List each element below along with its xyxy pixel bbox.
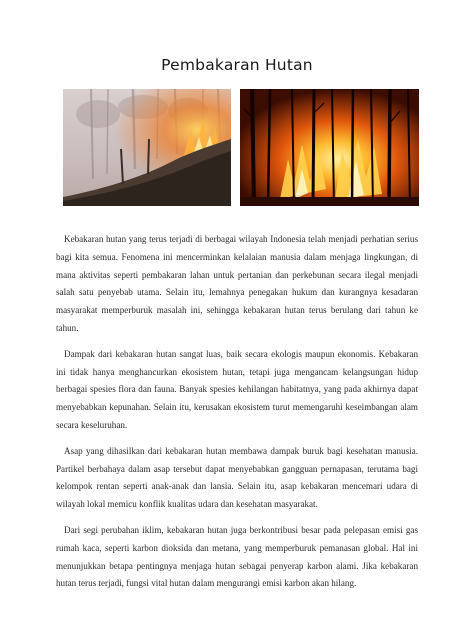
paragraph: Dampak dari kebakaran hutan sangat luas, baik secara ekologis maupun ekonomis. Kebakaran ini tidak hanya menghancurkan ekosistem hutan, tetapi juga mengancam kelangsungan hidup berbagai spesies flora dan fauna. Banyak spesies kehilangan habitatnya, yang pada akhirnya dapat menyebabkan kepunahan. Selain itu, kerusakan ekosistem turut memengaruhi keseimbangan alam secara keseluruhan. xyxy=(56,348,418,430)
smoky-forest-fire-photo xyxy=(63,89,231,206)
paragraph: Asap yang dihasilkan dari kebakaran hutan membawa dampak buruk bagi kesehatan manusia. Partikel berbahaya dalam asap tersebut dapat menyebabkan gangguan pernapasan, terutama bagi kelompok rentan seperti anak-anak dan lansia. Selain itu, asap kebakaran mencemari udara di wilayah lokal memicu konflik kualitas udara dan kesehatan masyarakat. xyxy=(56,445,418,510)
article-body xyxy=(56,231,418,601)
paragraph: Kebakaran hutan yang terus terjadi di berbagai wilayah Indonesia telah menjadi perhatian serius bagi kita semua. Fenomena ini mencerminkan kelalaian manusia dalam menjaga lingkungan, di mana aktivitas seperti pembakaran lahan untuk pertanian dan perkebunan secara ilegal menjadi salah satu penyebab utama. Selain itu, lemahnya penegakan hukum dan kurangnya kesadaran masyarakat memperburuk masalah ini, sehingga kebakaran hutan terus berulang dari tahun ke tahun. xyxy=(56,234,418,333)
night-forest-fire-photo xyxy=(240,89,419,206)
paragraph: Dari segi perubahan iklim, kebakaran hutan juga berkontribusi besar pada pelepasan emisi gas rumah kaca, seperti karbon dioksida dan metana, yang memperburuk pemanasan global. Hal ini menunjukkan betapa pentingnya menjaga hutan sebagai penyerap karbon alami. Jika kebakaran hutan terus terjadi, fungsi vital hutan dalam mengurangi emisi karbon akan hilang. xyxy=(56,524,418,589)
page-title: Pembakaran Hutan xyxy=(161,56,313,74)
